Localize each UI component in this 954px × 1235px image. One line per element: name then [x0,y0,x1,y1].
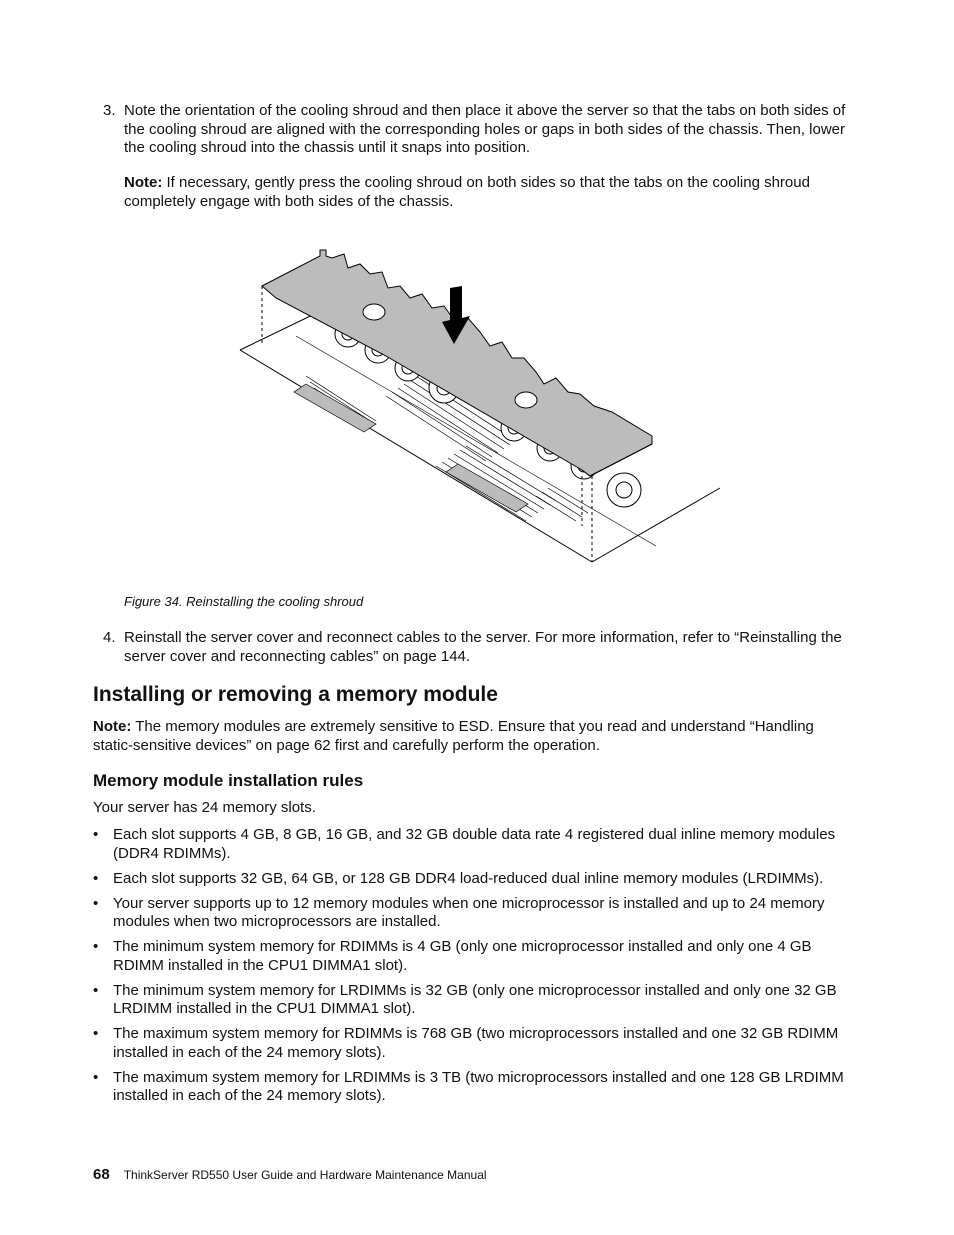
intro-paragraph: Your server has 24 memory slots. [93,799,316,816]
page-number: 68 [93,1166,110,1183]
list-item [93,1069,853,1106]
note-text: The memory modules are extremely sensitive to ESD. Ensure that you read and understand “Handling static-sensitive devices” on page 62 first and carefully perform the operation. [93,718,814,754]
cooling-shroud-illustration [236,246,722,564]
heatsink-right [446,464,528,512]
step-4 [103,629,851,666]
list-item [93,826,853,863]
list-item [93,870,853,889]
step-text: Reinstall the server cover and reconnect cables to the server. For more information, refer to “Reinstalling the server cover and reconnecting cables” on page 144. [124,629,842,665]
section-heading: Installing or removing a memory module [93,683,498,706]
list-item [93,1025,853,1062]
note-text: If necessary, gently press the cooling shroud on both sides so that the tabs on the cooling shroud completely engage with both sides of the chassis. [124,174,810,210]
bullet-icon: • [93,981,99,999]
page-footer [93,1166,487,1183]
list-item-text: The maximum system memory for LRDIMMs is 3 TB (two microprocessors installed and one 128 GB LRDIMM installed in each of the 24 memory slots). [113,1068,844,1104]
bullet-icon: • [93,938,99,955]
shroud-vent-left [363,304,385,320]
shroud-vent-right [515,392,537,408]
bullet-icon: • [93,894,99,912]
note-label: Note: [93,718,132,735]
list-item-text: Your server supports up to 12 memory modules when one microprocessor is installed and up to 24 memory modules when two microprocessors are installed. [113,894,825,930]
bullet-icon: • [93,1068,99,1086]
step-3 [103,102,851,158]
bullet-icon: • [93,826,99,843]
bullet-icon: • [93,869,99,887]
list-item [93,982,853,1019]
list-item-text: The maximum system memory for RDIMMs is 768 GB (two microprocessors installed and one 32 GB RDIMM installed in each of the 24 memory slots). [113,1025,839,1061]
step-number: 3. [103,102,116,119]
step-3-note [124,174,851,211]
list-item [93,895,853,932]
section-note [93,718,853,755]
bullet-icon: • [93,1025,99,1042]
rules-list [93,826,853,1112]
step-text: Note the orientation of the cooling shroud and then place it above the server so that the tabs on both sides of the cooling shroud are aligned with the corresponding holes or gaps in both sides of the chassis. Then, lower the cooling shroud into the chassis until it snaps into position. [124,102,846,156]
document-title: ThinkServer RD550 User Guide and Hardware Maintenance Manual [123,1168,487,1182]
subsection-heading: Memory module installation rules [93,771,364,790]
list-item-text: Each slot supports 32 GB, 64 GB, or 128 GB DDR4 load-reduced dual inline memory modules (LRDIMMs). [113,869,824,887]
list-item-text: The minimum system memory for LRDIMMs is 32 GB (only one microprocessor installed and only one 32 GB LRDIMM installed in the CPU1 DIMMA1 slot). [113,981,837,1017]
list-item [93,938,853,975]
list-item-text: The minimum system memory for RDIMMs is 4 GB (only one microprocessor installed and only one 4 GB RDIMM installed in the CPU1 DIMMA1 slot). [113,938,812,974]
figure-caption: Figure 34. Reinstalling the cooling shroud [124,594,364,609]
list-item-text: Each slot supports 4 GB, 8 GB, 16 GB, and 32 GB double data rate 4 registered dual inline memory modules (DDR4 RDIMMs). [113,826,836,862]
step-number: 4. [103,629,116,646]
note-label: Note: [124,174,163,191]
heatsink-left [294,384,376,432]
